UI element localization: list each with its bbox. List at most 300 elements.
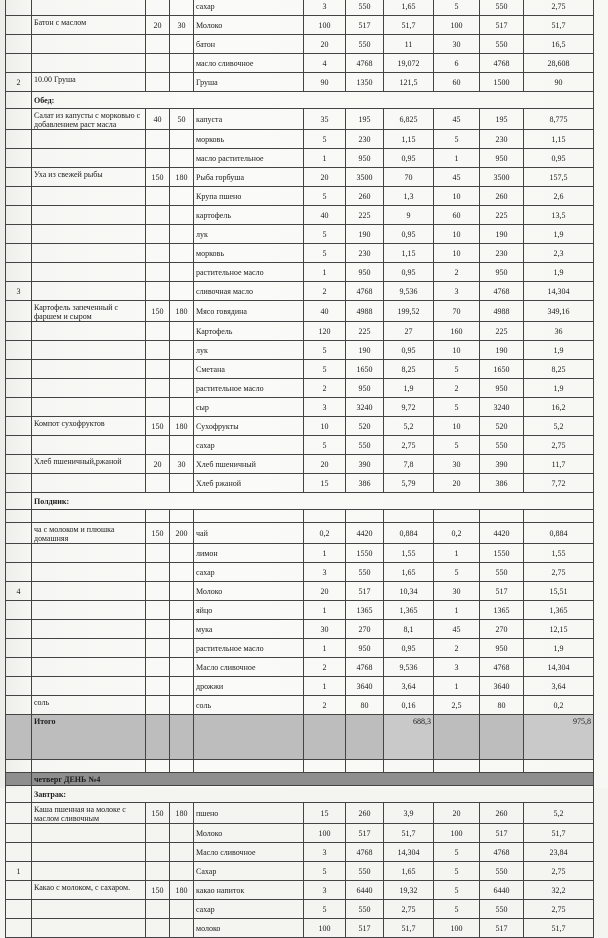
sum-small: 1,365 <box>384 601 434 620</box>
empty-cell <box>434 760 480 773</box>
table-row <box>6 919 594 938</box>
dish-name <box>32 582 146 601</box>
product-name: молоко <box>194 919 304 938</box>
row-number <box>6 301 32 322</box>
dish-name <box>32 639 146 658</box>
dish-name <box>32 322 146 341</box>
portion-small <box>146 73 170 92</box>
product-name: сахар <box>194 0 304 16</box>
empty-row <box>6 760 594 773</box>
row-number <box>6 601 32 620</box>
sum-large: 2,3 <box>524 244 594 263</box>
price-large: 230 <box>480 244 524 263</box>
table-row <box>6 696 594 715</box>
table-row <box>6 149 594 168</box>
product-name: капуста <box>194 109 304 130</box>
gross-large: 160 <box>434 322 480 341</box>
portion-small <box>146 322 170 341</box>
row-number <box>6 130 32 149</box>
sum-small: 51,7 <box>384 16 434 35</box>
portion-large: 180 <box>170 301 194 322</box>
gross-small: 40 <box>304 206 346 225</box>
portion-small <box>146 582 170 601</box>
total-empty-cell <box>480 715 524 760</box>
portion-small <box>146 900 170 919</box>
table-row <box>6 436 594 455</box>
row-number <box>6 696 32 715</box>
price-small: 225 <box>346 322 384 341</box>
table-row <box>6 360 594 379</box>
product-name: масло растительное <box>194 149 304 168</box>
row-number <box>6 677 32 696</box>
sum-small: 0,95 <box>384 225 434 244</box>
gross-small: 2 <box>304 282 346 301</box>
row-number: 4 <box>6 582 32 601</box>
price-small: 386 <box>346 474 384 493</box>
table-row <box>6 54 594 73</box>
row-number <box>6 474 32 493</box>
sum-small: 8,25 <box>384 360 434 379</box>
dish-name <box>32 379 146 398</box>
row-number <box>6 379 32 398</box>
day-header-spacer <box>6 773 32 786</box>
portion-small <box>146 843 170 862</box>
portion-large: 180 <box>170 417 194 436</box>
gross-large: 2 <box>434 263 480 282</box>
portion-large <box>170 582 194 601</box>
gross-small: 3 <box>304 843 346 862</box>
gross-large: 10 <box>434 187 480 206</box>
portion-small: 20 <box>146 455 170 474</box>
product-name: Сметана <box>194 360 304 379</box>
gross-large: 5 <box>434 436 480 455</box>
table-row <box>6 379 594 398</box>
row-number <box>6 900 32 919</box>
gross-large: 30 <box>434 582 480 601</box>
price-large: 517 <box>480 16 524 35</box>
dish-name: Компот сухофруктов <box>32 417 146 436</box>
price-small: 4768 <box>346 54 384 73</box>
dish-name: Картофель запеченный с фаршем и сыром <box>32 301 146 322</box>
price-small: 950 <box>346 149 384 168</box>
product-name: Сухофрукты <box>194 417 304 436</box>
price-large: 3640 <box>480 677 524 696</box>
gross-large: 20 <box>434 803 480 824</box>
sum-small: 19,32 <box>384 881 434 900</box>
dish-name <box>32 206 146 225</box>
table-row <box>6 824 594 843</box>
gross-small: 100 <box>304 824 346 843</box>
sum-large: 1,9 <box>524 225 594 244</box>
dish-name <box>32 843 146 862</box>
product-name: батон <box>194 35 304 54</box>
dish-name <box>32 824 146 843</box>
portion-small <box>146 696 170 715</box>
gross-large: 30 <box>434 455 480 474</box>
gross-small: 35 <box>304 109 346 130</box>
row-number <box>6 54 32 73</box>
product-name: картофель <box>194 206 304 225</box>
price-small: 260 <box>346 803 384 824</box>
dish-name: Какао с молоком, с сахаром. <box>32 881 146 900</box>
sum-small: 7,8 <box>384 455 434 474</box>
dish-name: 10.00 Груша <box>32 73 146 92</box>
dish-name <box>32 149 146 168</box>
dish-name <box>32 0 146 16</box>
gross-small: 5 <box>304 225 346 244</box>
sum-large: 0,2 <box>524 696 594 715</box>
sum-large: 14,304 <box>524 282 594 301</box>
portion-large <box>170 149 194 168</box>
dish-name <box>32 263 146 282</box>
price-large: 390 <box>480 455 524 474</box>
product-name: морковь <box>194 244 304 263</box>
portion-large <box>170 73 194 92</box>
price-small: 225 <box>346 206 384 225</box>
gross-large: 2 <box>434 379 480 398</box>
price-large: 225 <box>480 206 524 225</box>
product-name: пшено <box>194 803 304 824</box>
dish-name: Салат из капусты с морковью с добавлением раст масла <box>32 109 146 130</box>
table-row <box>6 455 594 474</box>
price-small: 550 <box>346 35 384 54</box>
price-small: 6440 <box>346 881 384 900</box>
day-header-title: четверг ДЕНЬ №4 <box>32 773 594 786</box>
portion-large <box>170 0 194 16</box>
table-row <box>6 206 594 225</box>
sum-small: 9 <box>384 206 434 225</box>
product-name: растительное масло <box>194 263 304 282</box>
meal-section-row <box>6 786 594 803</box>
gross-small: 1 <box>304 601 346 620</box>
row-number <box>6 263 32 282</box>
sum-large: 1,55 <box>524 544 594 563</box>
gross-large: 5 <box>434 0 480 16</box>
sum-large: 2,75 <box>524 436 594 455</box>
gross-small: 3 <box>304 881 346 900</box>
sum-small: 0,16 <box>384 696 434 715</box>
gross-large: 2,5 <box>434 696 480 715</box>
sum-large: 157,5 <box>524 168 594 187</box>
portion-large <box>170 379 194 398</box>
portion-small <box>146 601 170 620</box>
total-empty-cell <box>170 715 194 760</box>
table-body <box>6 0 594 938</box>
empty-cell <box>170 510 194 523</box>
table-row <box>6 677 594 696</box>
sum-small: 27 <box>384 322 434 341</box>
portion-small <box>146 35 170 54</box>
table-row <box>6 225 594 244</box>
gross-small: 2 <box>304 696 346 715</box>
sum-large: 12,15 <box>524 620 594 639</box>
row-number <box>6 168 32 187</box>
product-name: растительное масло <box>194 639 304 658</box>
total-sum-large: 975,8 <box>524 715 594 760</box>
product-name: Масло сливочное <box>194 843 304 862</box>
total-empty-cell <box>304 715 346 760</box>
row-number <box>6 843 32 862</box>
sum-large: 15,51 <box>524 582 594 601</box>
portion-large <box>170 843 194 862</box>
gross-large: 60 <box>434 206 480 225</box>
gross-small: 0,2 <box>304 523 346 544</box>
sum-large: 2,75 <box>524 900 594 919</box>
product-name: Мясо говядина <box>194 301 304 322</box>
dish-name: ча с молоком и плюшка домашняя <box>32 523 146 544</box>
row-number <box>6 544 32 563</box>
sum-small: 1,55 <box>384 544 434 563</box>
empty-cell <box>194 760 304 773</box>
sum-small: 0,95 <box>384 149 434 168</box>
gross-large: 45 <box>434 109 480 130</box>
total-empty-cell <box>434 715 480 760</box>
price-small: 230 <box>346 130 384 149</box>
row-number <box>6 187 32 206</box>
empty-cell <box>346 760 384 773</box>
sum-small: 0,95 <box>384 341 434 360</box>
portion-large <box>170 263 194 282</box>
product-name: Сахар <box>194 862 304 881</box>
price-large: 550 <box>480 0 524 16</box>
portion-large <box>170 658 194 677</box>
portion-small: 150 <box>146 168 170 187</box>
table-row <box>6 900 594 919</box>
gross-large: 5 <box>434 398 480 417</box>
portion-large <box>170 35 194 54</box>
dish-name: соль <box>32 696 146 715</box>
meal-section-title: Обед: <box>32 92 594 109</box>
sum-small: 2,75 <box>384 900 434 919</box>
price-small: 550 <box>346 0 384 16</box>
table-row <box>6 544 594 563</box>
gross-small: 3 <box>304 563 346 582</box>
portion-small <box>146 206 170 225</box>
gross-large: 1 <box>434 149 480 168</box>
row-number <box>6 919 32 938</box>
sum-small: 2,75 <box>384 436 434 455</box>
price-large: 6440 <box>480 881 524 900</box>
sum-large: 11,7 <box>524 455 594 474</box>
row-number <box>6 360 32 379</box>
dish-name <box>32 620 146 639</box>
price-large: 950 <box>480 149 524 168</box>
empty-cell <box>146 510 170 523</box>
gross-small: 30 <box>304 620 346 639</box>
price-large: 225 <box>480 322 524 341</box>
price-large: 517 <box>480 824 524 843</box>
price-small: 520 <box>346 417 384 436</box>
empty-cell <box>6 760 32 773</box>
product-name: сахар <box>194 900 304 919</box>
gross-large: 1 <box>434 677 480 696</box>
row-number <box>6 341 32 360</box>
price-small: 195 <box>346 109 384 130</box>
gross-small: 2 <box>304 658 346 677</box>
price-small: 1365 <box>346 601 384 620</box>
table-row <box>6 244 594 263</box>
product-name: Хлеб пшеничный <box>194 455 304 474</box>
price-large: 950 <box>480 379 524 398</box>
dish-name <box>32 225 146 244</box>
sum-small: 51,7 <box>384 824 434 843</box>
price-large: 550 <box>480 900 524 919</box>
dish-name <box>32 544 146 563</box>
row-number <box>6 493 32 510</box>
price-small: 190 <box>346 225 384 244</box>
dish-name <box>32 900 146 919</box>
price-small: 4768 <box>346 282 384 301</box>
row-number: 1 <box>6 862 32 881</box>
product-name: Картофель <box>194 322 304 341</box>
portion-large <box>170 474 194 493</box>
portion-large <box>170 398 194 417</box>
product-name: какао напиток <box>194 881 304 900</box>
gross-small: 5 <box>304 244 346 263</box>
portion-large <box>170 225 194 244</box>
price-large: 4768 <box>480 843 524 862</box>
portion-large <box>170 54 194 73</box>
gross-small: 100 <box>304 16 346 35</box>
price-large: 517 <box>480 919 524 938</box>
dish-name <box>32 398 146 417</box>
price-small: 550 <box>346 900 384 919</box>
table-row <box>6 881 594 900</box>
gross-large: 5 <box>434 881 480 900</box>
row-number <box>6 398 32 417</box>
table-row <box>6 73 594 92</box>
price-small: 950 <box>346 263 384 282</box>
product-name: дрожжи <box>194 677 304 696</box>
dish-name <box>32 54 146 73</box>
gross-large: 10 <box>434 417 480 436</box>
sum-small: 199,52 <box>384 301 434 322</box>
sum-small: 1,15 <box>384 130 434 149</box>
portion-small <box>146 563 170 582</box>
gross-small: 1 <box>304 149 346 168</box>
dish-name <box>32 244 146 263</box>
sum-large: 1,15 <box>524 130 594 149</box>
portion-large <box>170 824 194 843</box>
meal-section-title: Полдник: <box>32 493 594 510</box>
price-small: 230 <box>346 244 384 263</box>
portion-small: 150 <box>146 417 170 436</box>
gross-small: 20 <box>304 168 346 187</box>
price-large: 386 <box>480 474 524 493</box>
price-large: 80 <box>480 696 524 715</box>
row-number <box>6 225 32 244</box>
product-name: Молоко <box>194 824 304 843</box>
price-small: 550 <box>346 862 384 881</box>
portion-small: 40 <box>146 109 170 130</box>
dish-name <box>32 919 146 938</box>
table-row <box>6 417 594 436</box>
total-label: Итого <box>32 715 146 760</box>
gross-small: 1 <box>304 639 346 658</box>
total-sum-small: 688,3 <box>384 715 434 760</box>
menu-cost-table <box>5 0 594 938</box>
gross-small: 20 <box>304 35 346 54</box>
sum-large: 2,75 <box>524 0 594 16</box>
price-small: 517 <box>346 919 384 938</box>
gross-large: 100 <box>434 16 480 35</box>
gross-large: 5 <box>434 862 480 881</box>
gross-large: 5 <box>434 360 480 379</box>
price-large: 3240 <box>480 398 524 417</box>
product-name: мука <box>194 620 304 639</box>
gross-large: 30 <box>434 35 480 54</box>
empty-cell <box>304 510 346 523</box>
price-small: 4420 <box>346 523 384 544</box>
sum-large: 32,2 <box>524 881 594 900</box>
dish-name: Каша пшенная на молоке с маслом сливочным <box>32 803 146 824</box>
portion-large <box>170 187 194 206</box>
product-name: лук <box>194 341 304 360</box>
sum-large: 90 <box>524 73 594 92</box>
product-name: Хлеб ржаной <box>194 474 304 493</box>
dish-name <box>32 35 146 54</box>
price-small: 80 <box>346 696 384 715</box>
portion-small <box>146 620 170 639</box>
sum-small: 14,304 <box>384 843 434 862</box>
sum-small: 1,3 <box>384 187 434 206</box>
portion-large <box>170 563 194 582</box>
price-large: 550 <box>480 35 524 54</box>
gross-large: 10 <box>434 244 480 263</box>
product-name: яйцо <box>194 601 304 620</box>
price-large: 260 <box>480 187 524 206</box>
sum-large: 16,2 <box>524 398 594 417</box>
gross-large: 3 <box>434 658 480 677</box>
price-large: 230 <box>480 130 524 149</box>
gross-large: 6 <box>434 54 480 73</box>
dish-name <box>32 282 146 301</box>
price-large: 195 <box>480 109 524 130</box>
sum-small: 9,536 <box>384 282 434 301</box>
table-row <box>6 563 594 582</box>
empty-cell <box>524 760 594 773</box>
gross-large: 70 <box>434 301 480 322</box>
gross-small: 5 <box>304 341 346 360</box>
gross-large: 5 <box>434 563 480 582</box>
price-small: 3240 <box>346 398 384 417</box>
row-number <box>6 92 32 109</box>
row-number <box>6 824 32 843</box>
portion-small <box>146 639 170 658</box>
price-large: 550 <box>480 436 524 455</box>
price-small: 950 <box>346 379 384 398</box>
empty-cell <box>480 510 524 523</box>
portion-large <box>170 696 194 715</box>
gross-large: 10 <box>434 225 480 244</box>
gross-small: 5 <box>304 187 346 206</box>
empty-cell <box>304 760 346 773</box>
price-large: 1550 <box>480 544 524 563</box>
gross-large: 10 <box>434 341 480 360</box>
price-small: 517 <box>346 824 384 843</box>
sum-large: 2,75 <box>524 563 594 582</box>
table-row <box>6 16 594 35</box>
product-name: лимон <box>194 544 304 563</box>
price-large: 1650 <box>480 360 524 379</box>
row-number <box>6 206 32 225</box>
sum-small: 51,7 <box>384 919 434 938</box>
portion-small <box>146 282 170 301</box>
price-small: 550 <box>346 563 384 582</box>
sum-large: 51,7 <box>524 919 594 938</box>
dish-name <box>32 341 146 360</box>
gross-small: 2 <box>304 379 346 398</box>
